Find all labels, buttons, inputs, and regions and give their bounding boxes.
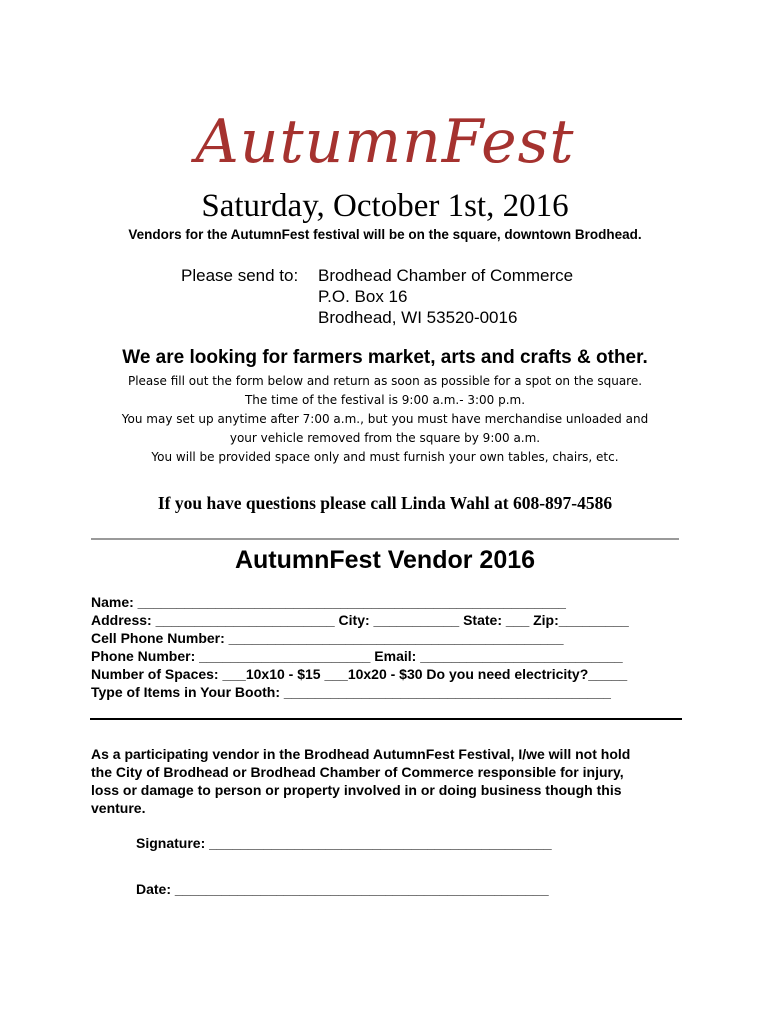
info-line: You will be provided space only and must furnish your own tables, chairs, etc. [151,450,619,464]
liability-line: As a participating vendor in the Brodhead AutumnFest Festival, I/we will not hold [91,746,631,762]
address-line: Brodhead, WI 53520-0016 [318,308,518,327]
phone-email-field[interactable]: Phone Number: ______________________ Email: __________________________ [91,648,623,664]
looking-for-heading: We are looking for farmers market, arts and crafts & other. [122,347,648,368]
info-line: Please fill out the form below and return as soon as possible for a spot on the square. [127,374,643,388]
section-divider [91,538,679,540]
liability-line: loss or damage to person or property involved in or doing business though this [91,782,622,798]
info-block [0,372,770,467]
info-line: your vehicle removed from the square by 9:00 a.m. [229,431,541,445]
date-field[interactable]: Date: ________________________________________________ [136,881,549,897]
mailing-address [318,265,573,328]
cell-phone-field[interactable]: Cell Phone Number: ___________________________________________ [91,630,564,646]
event-date: Saturday, October 1st, 2016 [201,188,569,224]
liability-line: venture. [91,800,146,816]
spaces-electricity-field[interactable]: Number of Spaces: ___10x10 - $15 ___10x20 - $30 Do you need electricity?_____ [91,666,628,682]
contact-line: If you have questions please call Linda Wahl at 608-897-4586 [157,493,613,513]
form-divider [90,718,682,720]
booth-items-field[interactable]: Type of Items in Your Booth: __________________________________________ [91,684,611,700]
address-line: P.O. Box 16 [318,287,408,306]
liability-line: the City of Brodhead or Brodhead Chamber of Commerce responsible for injury, [91,764,624,780]
vendors-location-line: Vendors for the AutumnFest festival will be on the square, downtown Brodhead. [128,227,642,242]
form-title: AutumnFest Vendor 2016 [234,546,536,574]
address-city-state-zip-field[interactable]: Address: _______________________ City: ___________ State: ___ Zip:_________ [91,612,629,628]
autumnfest-logo: AutumnFest [195,107,575,177]
vendor-form-fields [91,593,691,701]
signature-field[interactable]: Signature: ____________________________________________ [136,835,552,851]
info-line: You may set up anytime after 7:00 a.m., but you must have merchandise unloaded and [121,412,649,426]
name-field[interactable]: Name: _______________________________________________________ [91,594,566,610]
send-to-label: Please send to: [181,266,299,285]
info-line: The time of the festival is 9:00 a.m.- 3:00 p.m. [244,393,526,407]
address-line: Brodhead Chamber of Commerce [318,266,574,285]
liability-statement [91,745,691,817]
